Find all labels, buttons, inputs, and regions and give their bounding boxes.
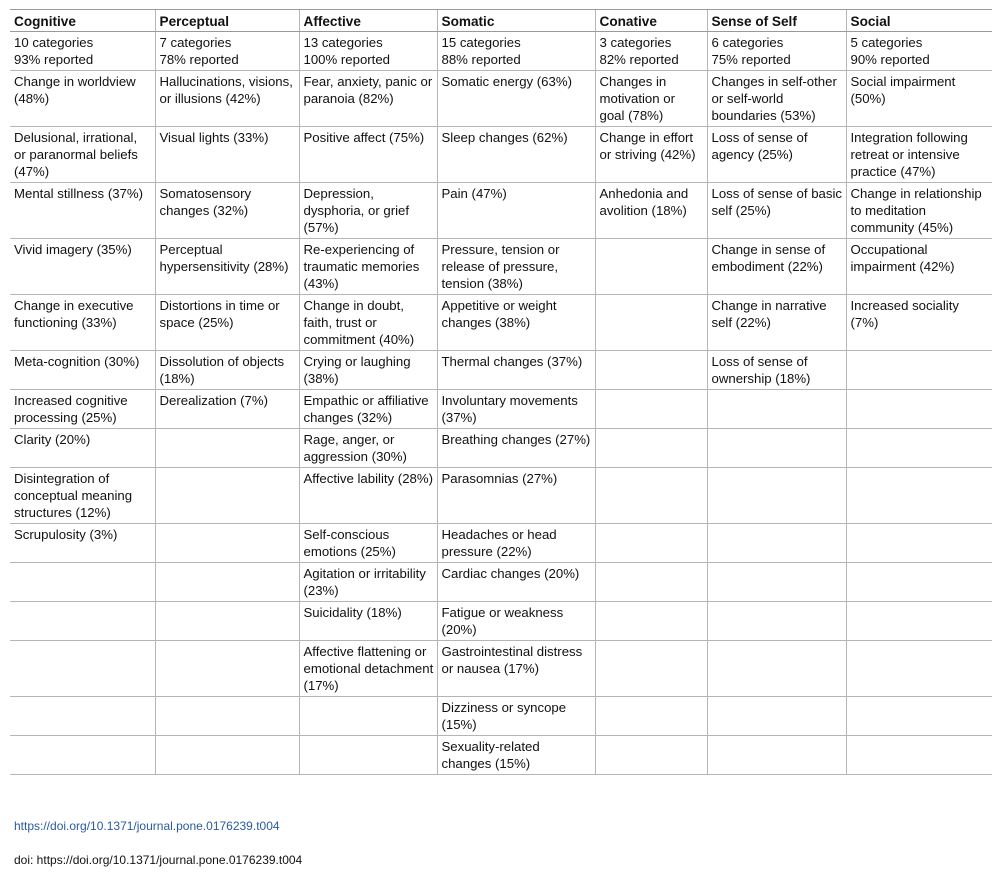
header-cognitive: Cognitive	[10, 10, 155, 32]
table-cell: 10 categories 93% reported	[10, 32, 155, 71]
table-row	[10, 239, 992, 295]
table-cell: Clarity (20%)	[10, 429, 155, 468]
table-cell: Fear, anxiety, panic or paranoia (82%)	[299, 71, 437, 127]
table-cell: Occupational impairment (42%)	[846, 239, 992, 295]
table-cell	[846, 563, 992, 602]
table-cell: Sleep changes (62%)	[437, 127, 595, 183]
table-cell: Pain (47%)	[437, 183, 595, 239]
table-cell: Agitation or irritability (23%)	[299, 563, 437, 602]
table-cell	[595, 736, 707, 775]
table-cell	[10, 563, 155, 602]
table-cell: Change in relationship to meditation community (45%)	[846, 183, 992, 239]
table-row	[10, 641, 992, 697]
table-cell: Affective lability (28%)	[299, 468, 437, 524]
header-social: Social	[846, 10, 992, 32]
table-row	[10, 127, 992, 183]
table-cell: Dissolution of objects (18%)	[155, 351, 299, 390]
table-cell: Somatic energy (63%)	[437, 71, 595, 127]
table-cell: Headaches or head pressure (22%)	[437, 524, 595, 563]
table-row	[10, 390, 992, 429]
table-cell: Parasomnias (27%)	[437, 468, 595, 524]
table-row	[10, 697, 992, 736]
table-cell	[846, 524, 992, 563]
table-cell	[10, 697, 155, 736]
table-cell: Dizziness or syncope (15%)	[437, 697, 595, 736]
doi-caption: doi: https://doi.org/10.1371/journal.pone.0176239.t004	[14, 853, 303, 867]
table-cell: Change in sense of embodiment (22%)	[707, 239, 846, 295]
table-cell: 7 categories 78% reported	[155, 32, 299, 71]
table-cell: Change in effort or striving (42%)	[595, 127, 707, 183]
table-cell: Scrupulosity (3%)	[10, 524, 155, 563]
table-cell: Somatosensory changes (32%)	[155, 183, 299, 239]
table-cell: Suicidality (18%)	[299, 602, 437, 641]
table-cell	[155, 524, 299, 563]
table-cell	[155, 641, 299, 697]
table-cell	[10, 602, 155, 641]
table-body	[10, 32, 992, 775]
table-cell	[155, 736, 299, 775]
table-cell: Pressure, tension or release of pressure, tension (38%)	[437, 239, 595, 295]
table-row	[10, 351, 992, 390]
table-cell	[707, 602, 846, 641]
table-cell	[595, 563, 707, 602]
data-table	[10, 9, 992, 775]
table-cell: Crying or laughing (38%)	[299, 351, 437, 390]
table-cell: Distortions in time or space (25%)	[155, 295, 299, 351]
table-cell: 6 categories 75% reported	[707, 32, 846, 71]
table-cell: 13 categories 100% reported	[299, 32, 437, 71]
table-cell	[595, 641, 707, 697]
table-cell	[707, 563, 846, 602]
table-row	[10, 736, 992, 775]
table-cell: Mental stillness (37%)	[10, 183, 155, 239]
table-row	[10, 524, 992, 563]
table-cell: Self-conscious emotions (25%)	[299, 524, 437, 563]
table-cell	[155, 697, 299, 736]
table-cell	[299, 697, 437, 736]
table-cell: Change in doubt, faith, trust or commitment (40%)	[299, 295, 437, 351]
table-cell: 15 categories 88% reported	[437, 32, 595, 71]
table-cell: Delusional, irrational, or paranormal beliefs (47%)	[10, 127, 155, 183]
doi-link[interactable]: https://doi.org/10.1371/journal.pone.0176239.t004	[14, 819, 280, 833]
table-cell	[846, 602, 992, 641]
table-cell	[707, 697, 846, 736]
table-cell	[595, 239, 707, 295]
table-cell: Increased cognitive processing (25%)	[10, 390, 155, 429]
table-row	[10, 563, 992, 602]
table-cell	[595, 351, 707, 390]
table-cell: Changes in self-other or self-world boundaries (53%)	[707, 71, 846, 127]
table-cell: Derealization (7%)	[155, 390, 299, 429]
table-cell	[846, 697, 992, 736]
table-cell: Anhedonia and avolition (18%)	[595, 183, 707, 239]
table-cell	[707, 736, 846, 775]
table-cell	[707, 641, 846, 697]
table-cell	[155, 429, 299, 468]
table-cell	[595, 697, 707, 736]
table-cell	[595, 468, 707, 524]
table-cell: Depression, dysphoria, or grief (57%)	[299, 183, 437, 239]
header-row	[10, 10, 992, 32]
table-row	[10, 32, 992, 71]
table-cell: Fatigue or weakness (20%)	[437, 602, 595, 641]
table-cell	[595, 524, 707, 563]
table-cell: Change in executive functioning (33%)	[10, 295, 155, 351]
header-somatic: Somatic	[437, 10, 595, 32]
table-cell	[846, 736, 992, 775]
table-cell: Rage, anger, or aggression (30%)	[299, 429, 437, 468]
header-perceptual: Perceptual	[155, 10, 299, 32]
table-cell: Breathing changes (27%)	[437, 429, 595, 468]
table-row	[10, 295, 992, 351]
table-row	[10, 429, 992, 468]
table-cell	[10, 641, 155, 697]
table-cell: Affective flattening or emotional detachment (17%)	[299, 641, 437, 697]
table-cell: Loss of sense of agency (25%)	[707, 127, 846, 183]
table-cell	[707, 429, 846, 468]
table-row	[10, 468, 992, 524]
table-cell: 3 categories 82% reported	[595, 32, 707, 71]
table-cell: Sexuality-related changes (15%)	[437, 736, 595, 775]
header-conative: Conative	[595, 10, 707, 32]
table-cell	[155, 563, 299, 602]
table-cell: Gastrointestinal distress or nausea (17%)	[437, 641, 595, 697]
table-cell	[707, 390, 846, 429]
table-cell: Social impairment (50%)	[846, 71, 992, 127]
table-cell	[595, 602, 707, 641]
table-row	[10, 71, 992, 127]
table-cell: Loss of sense of ownership (18%)	[707, 351, 846, 390]
table-cell	[707, 524, 846, 563]
table-cell: Disintegration of conceptual meaning structures (12%)	[10, 468, 155, 524]
table-cell	[846, 351, 992, 390]
table-cell: Thermal changes (37%)	[437, 351, 595, 390]
table-cell: Cardiac changes (20%)	[437, 563, 595, 602]
table-cell: Vivid imagery (35%)	[10, 239, 155, 295]
table-cell	[846, 468, 992, 524]
table-cell	[595, 295, 707, 351]
table-cell: Re-experiencing of traumatic memories (43%)	[299, 239, 437, 295]
table-cell: Increased sociality (7%)	[846, 295, 992, 351]
table-cell	[595, 390, 707, 429]
table-cell	[155, 468, 299, 524]
table-cell: Hallucinations, visions, or illusions (42%)	[155, 71, 299, 127]
table-cell: Visual lights (33%)	[155, 127, 299, 183]
table-row	[10, 183, 992, 239]
table-cell: Empathic or affiliative changes (32%)	[299, 390, 437, 429]
table-cell: Integration following retreat or intensive practice (47%)	[846, 127, 992, 183]
table-cell: Meta-cognition (30%)	[10, 351, 155, 390]
header-sense-of-self: Sense of Self	[707, 10, 846, 32]
table-cell: Change in narrative self (22%)	[707, 295, 846, 351]
table-cell: Change in worldview (48%)	[10, 71, 155, 127]
table-cell	[595, 429, 707, 468]
table-cell: Appetitive or weight changes (38%)	[437, 295, 595, 351]
table-cell	[10, 736, 155, 775]
table-cell	[155, 602, 299, 641]
table-cell	[846, 390, 992, 429]
table-cell: Positive affect (75%)	[299, 127, 437, 183]
table-cell: Loss of sense of basic self (25%)	[707, 183, 846, 239]
table-cell	[846, 641, 992, 697]
table-cell: Perceptual hypersensitivity (28%)	[155, 239, 299, 295]
table-cell	[707, 468, 846, 524]
table-cell	[846, 429, 992, 468]
table-row	[10, 602, 992, 641]
table-cell	[299, 736, 437, 775]
table-cell: Changes in motivation or goal (78%)	[595, 71, 707, 127]
header-affective: Affective	[299, 10, 437, 32]
table-cell: 5 categories 90% reported	[846, 32, 992, 71]
table-cell: Involuntary movements (37%)	[437, 390, 595, 429]
